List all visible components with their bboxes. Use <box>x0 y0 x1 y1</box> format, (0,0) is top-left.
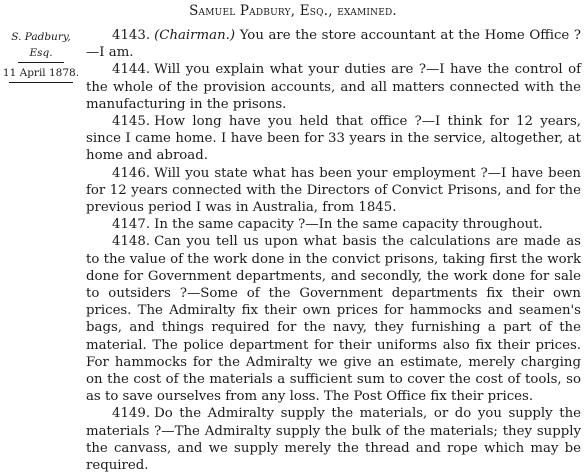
witness-name-line1: S. Padbury, <box>11 31 71 43</box>
question-number: 4146. <box>112 165 151 181</box>
question-number: 4148. <box>112 234 151 250</box>
question-number: 4147. <box>112 217 151 233</box>
margin-note <box>2 29 80 83</box>
speaker-label: (Chairman.) <box>154 28 236 43</box>
question-4144 <box>86 61 581 113</box>
question-4147 <box>86 216 581 233</box>
question-text: Can you tell us upon what basis the calculations are made as to the value of the work done in the convict prisons, taking first the work done for Government departments, and secondly, the work done for sale to outsiders ?—Some of the Government departments fix their own prices. The Admiralty fix their own prices for hammocks and seamen's bags, and things required for the navy, they furnishing a part of the material. The police department for their uniforms also fix their prices. For hammocks for the Admiralty we give an estimate, merely charging on the cost of the materials a sufficient sum to cover the cost of tools, so as to save ourselves from any loss. The Post Office fix their prices. <box>86 234 581 405</box>
question-text: Do the Admiralty supply the materials, or do you supply the materials ?—The Admiralty supply the bulk of the materials; they supply the canvass, and we supply merely the thread and rope which may be required. <box>86 406 581 474</box>
page-header: Samuel Padbury, Esq., examined. <box>189 3 397 19</box>
question-text: How long have you held that office ?—I think for 12 years, since I came home. I have been for 33 years in the service, altogether, at home and abroad. <box>86 114 581 164</box>
testimony-body <box>86 27 581 474</box>
question-text: You are the store accountant at the Home Office ?—I am. <box>86 28 581 61</box>
question-text: Will you state what has been your employment ?—I have been for 12 years connected with the Directors of Convict Prisons, and for the previous period I was in Australia, from 1845. <box>86 165 581 216</box>
question-text: Will you explain what your duties are ?—I have the control of the whole of the provision accounts, and all matters connected with the manufacturing in the prisons. <box>86 62 581 112</box>
date-rule <box>9 82 73 83</box>
question-4143 <box>86 27 581 61</box>
examination-date: 11 April 1878. <box>2 67 80 79</box>
question-number: 4144. <box>112 62 151 78</box>
question-4149 <box>86 405 581 474</box>
question-number: 4145. <box>112 114 151 130</box>
question-4145 <box>86 113 581 165</box>
question-4146 <box>86 165 581 217</box>
witness-name-line2: Esq. <box>29 47 53 59</box>
margin-rule <box>18 62 64 63</box>
question-number: 4143. <box>112 28 151 43</box>
question-number: 4149. <box>112 406 151 422</box>
question-text: In the same capacity ?—In the same capacity throughout. <box>154 217 543 233</box>
question-4148 <box>86 233 581 405</box>
